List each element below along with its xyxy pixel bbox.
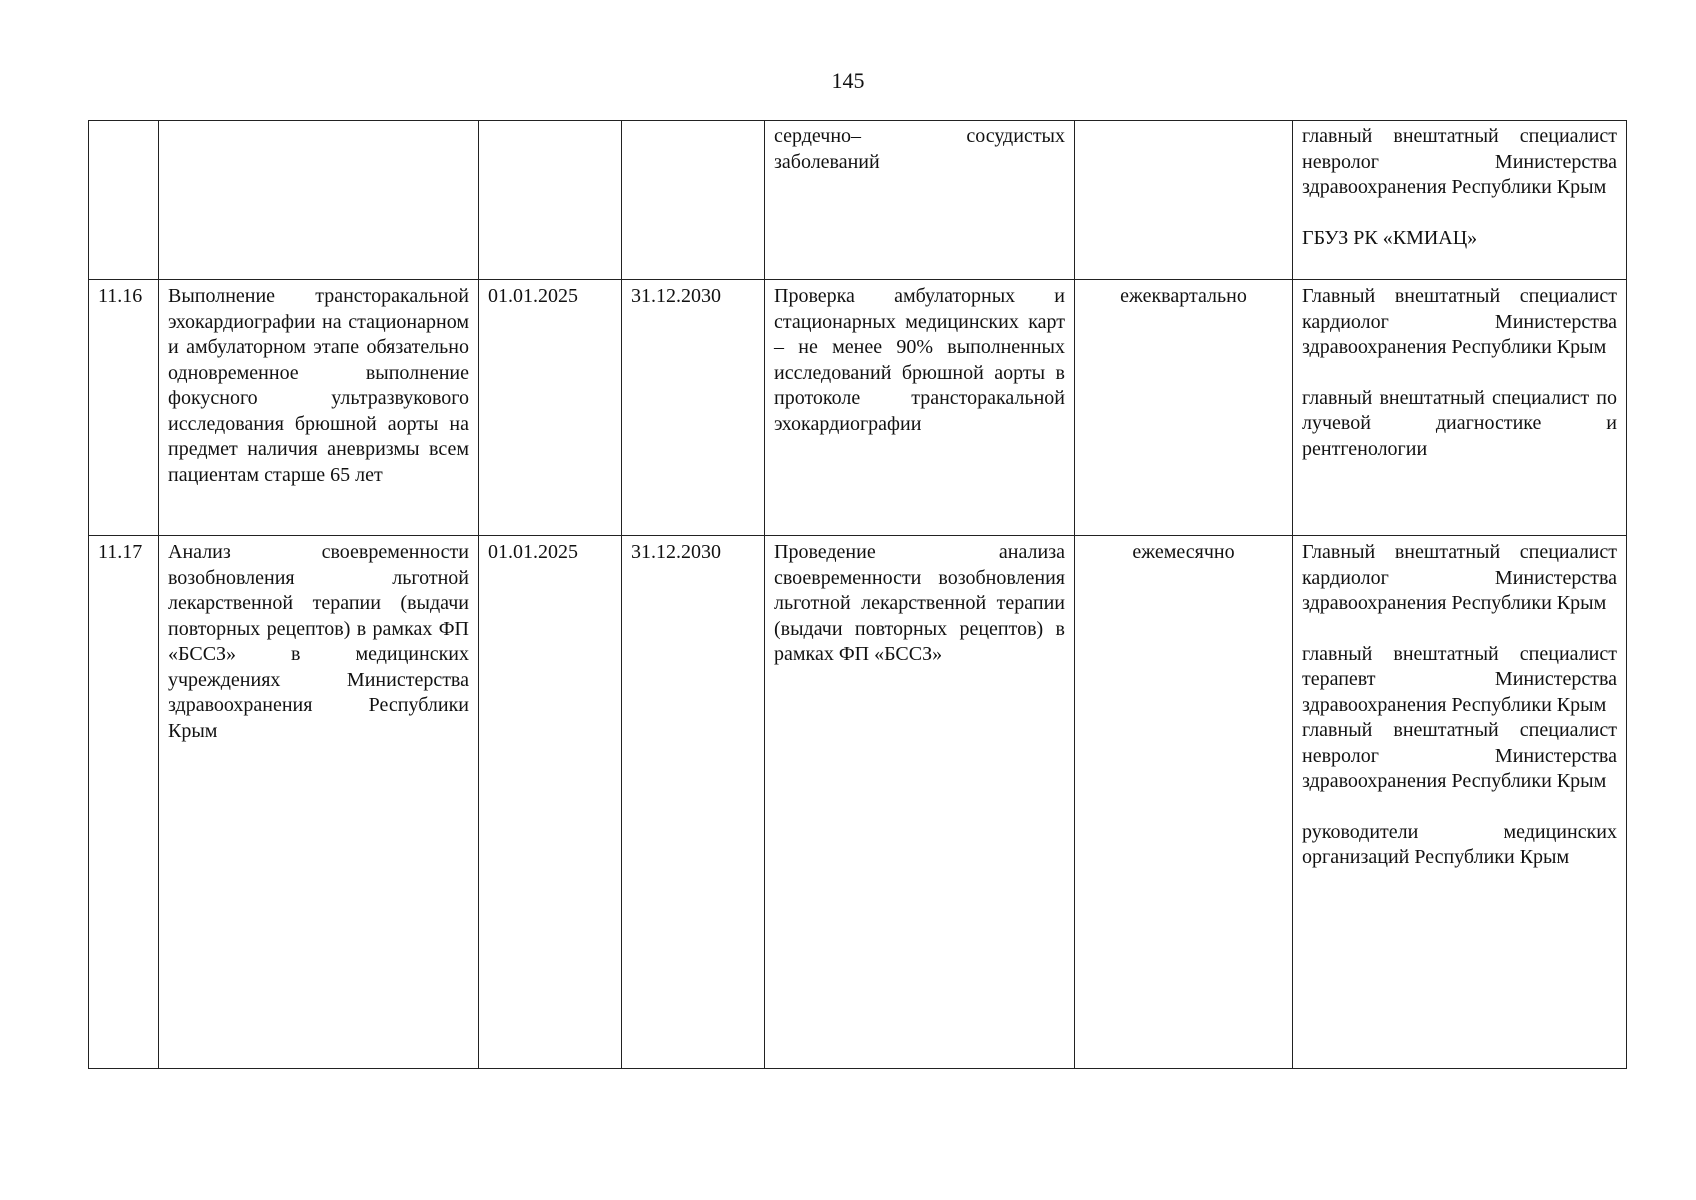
table-row: [89, 536, 1627, 1069]
end-date-cell: 31.12.2030: [622, 280, 765, 536]
indicator-cell: Проведение анализа своевременности возобновления льготной лекарственной терапии (выдачи повторных рецептов) в рамках ФП «БССЗ»: [765, 536, 1075, 1069]
frequency-cell: [1075, 121, 1293, 280]
activity-cell: Анализ своевременности возобновления льготной лекарственной терапии (выдачи повторных рецептов) в рамках ФП «БССЗ» в медицинских учреждениях Министерства здравоохранения Республики Крым: [159, 536, 479, 1069]
responsible-cell: [1293, 536, 1627, 1069]
responsible-entry: главный внештатный специалист невролог Министерства здравоохранения Республики Крым: [1302, 125, 1617, 198]
start-date-cell: 01.01.2025: [479, 536, 622, 1069]
frequency-cell: ежеквартально: [1075, 280, 1293, 536]
responsible-cell: [1293, 121, 1627, 280]
responsible-entry: руководители медицинских организаций Республики Крым: [1302, 820, 1617, 868]
responsible-entry: ГБУЗ РК «КМИАЦ»: [1302, 226, 1478, 249]
plan-table: [88, 120, 1627, 1069]
row-number-cell: [89, 121, 159, 280]
indicator-cell: сердечно– сосудистых заболеваний: [765, 121, 1075, 280]
table-row: [89, 280, 1627, 536]
responsible-entry: главный внештатный специалист по лучевой диагностике и рентгенологии: [1302, 386, 1617, 460]
responsible-entry: главный внештатный специалист невролог Министерства здравоохранения Республики Крым: [1302, 719, 1617, 792]
end-date-cell: [622, 121, 765, 280]
activity-cell: Выполнение трансторакальной эхокардиографии на стационарном и амбулаторном этапе обязательно одновременное выполнение фокусного ультразвукового исследования брюшной аорты на предмет наличия аневризмы всем пациентам старше 65 лет: [159, 280, 479, 536]
responsible-entry: главный внештатный специалист терапевт Министерства здравоохранения Республики Крым: [1302, 642, 1617, 716]
end-date-cell: 31.12.2030: [622, 536, 765, 1069]
responsible-cell: [1293, 280, 1627, 536]
start-date-cell: [479, 121, 622, 280]
responsible-entry: Главный внештатный специалист кардиолог Министерства здравоохранения Республики Крым: [1302, 541, 1617, 614]
activity-cell: [159, 121, 479, 280]
frequency-cell: ежемесячно: [1075, 536, 1293, 1069]
row-number-cell: 11.17: [89, 536, 159, 1069]
indicator-cell: Проверка амбулаторных и стационарных медицинских карт – не менее 90% выполненных исследований брюшной аорты в протоколе трансторакальной эхокардиографии: [765, 280, 1075, 536]
row-number-cell: 11.16: [89, 280, 159, 536]
table-row: [89, 121, 1627, 280]
start-date-cell: 01.01.2025: [479, 280, 622, 536]
page-number: 145: [831, 68, 865, 93]
responsible-entry: Главный внештатный специалист кардиолог Министерства здравоохранения Республики Крым: [1302, 285, 1617, 358]
